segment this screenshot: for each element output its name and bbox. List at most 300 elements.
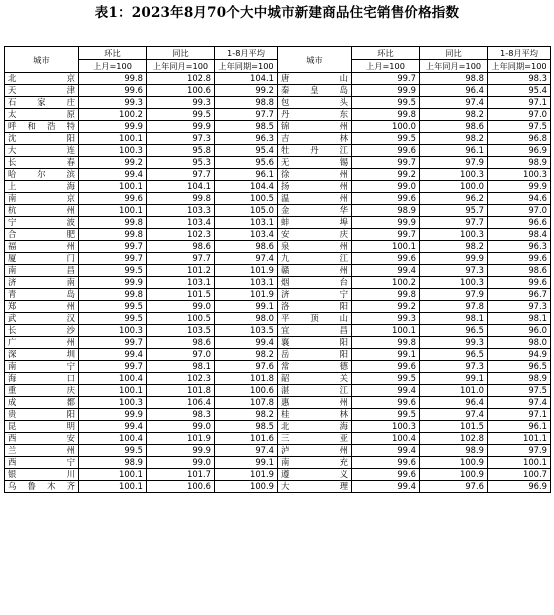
right-yoy-cell: 99.3 bbox=[420, 337, 488, 349]
left-yoy-cell: 100.6 bbox=[147, 481, 215, 493]
header-row-top bbox=[5, 47, 551, 60]
left-avg-cell: 99.4 bbox=[215, 337, 278, 349]
left-city-cell: 沈阳 bbox=[5, 133, 79, 145]
left-yoy-cell: 103.1 bbox=[147, 277, 215, 289]
right-avg-cell: 98.0 bbox=[488, 337, 551, 349]
right-city-cell: 徐州 bbox=[278, 169, 352, 181]
left-mom-cell: 100.1 bbox=[79, 469, 147, 481]
left-avg-cell: 97.6 bbox=[215, 361, 278, 373]
right-mom-cell: 99.4 bbox=[352, 265, 420, 277]
table-row bbox=[5, 157, 551, 169]
left-avg-cell: 98.2 bbox=[215, 349, 278, 361]
right-yoy-cell: 98.2 bbox=[420, 109, 488, 121]
right-avg-cell: 97.0 bbox=[488, 109, 551, 121]
right-avg-cell: 98.4 bbox=[488, 229, 551, 241]
left-mom-cell: 100.3 bbox=[79, 145, 147, 157]
right-avg-cell: 96.1 bbox=[488, 421, 551, 433]
table-row bbox=[5, 421, 551, 433]
right-yoy-cell: 100.9 bbox=[420, 457, 488, 469]
left-yoy-cell: 101.8 bbox=[147, 385, 215, 397]
table-row bbox=[5, 301, 551, 313]
right-mom-cell: 99.8 bbox=[352, 289, 420, 301]
left-mom-cell: 99.6 bbox=[79, 193, 147, 205]
table-row bbox=[5, 325, 551, 337]
right-mom-cell: 99.4 bbox=[352, 481, 420, 493]
right-avg-cell: 94.6 bbox=[488, 193, 551, 205]
left-mom-cell: 98.9 bbox=[79, 457, 147, 469]
right-mom-cell: 99.6 bbox=[352, 193, 420, 205]
left-yoy-cell: 100.5 bbox=[147, 313, 215, 325]
left-avg-cell: 101.9 bbox=[215, 469, 278, 481]
left-city-cell: 兰州 bbox=[5, 445, 79, 457]
left-city-cell: 厦门 bbox=[5, 253, 79, 265]
right-mom-cell: 99.5 bbox=[352, 97, 420, 109]
left-avg-cell: 96.3 bbox=[215, 133, 278, 145]
left-avg-cell: 95.4 bbox=[215, 145, 278, 157]
left-yoy-cell: 101.9 bbox=[147, 433, 215, 445]
left-avg-cell: 101.8 bbox=[215, 373, 278, 385]
left-avg-cell: 98.5 bbox=[215, 121, 278, 133]
right-mom-cell: 99.2 bbox=[352, 169, 420, 181]
table-row bbox=[5, 169, 551, 181]
right-city-cell: 丹东 bbox=[278, 109, 352, 121]
right-avg-cell: 97.5 bbox=[488, 385, 551, 397]
right-avg-cell: 97.4 bbox=[488, 397, 551, 409]
right-avg-cell: 100.3 bbox=[488, 169, 551, 181]
right-yoy-cell: 98.9 bbox=[420, 445, 488, 457]
left-yoy-cell: 101.2 bbox=[147, 265, 215, 277]
left-yoy-cell: 99.0 bbox=[147, 457, 215, 469]
left-city-cell: 西宁 bbox=[5, 457, 79, 469]
left-avg-cell: 101.9 bbox=[215, 289, 278, 301]
right-avg-cell: 97.9 bbox=[488, 445, 551, 457]
left-city-cell: 天津 bbox=[5, 85, 79, 97]
right-avg-cell: 96.7 bbox=[488, 289, 551, 301]
left-mom-cell: 99.7 bbox=[79, 253, 147, 265]
header-avg-base-right: 上年同期=100 bbox=[488, 60, 551, 73]
header-yoy-base-right: 上年同月=100 bbox=[420, 60, 488, 73]
left-city-cell: 武汉 bbox=[5, 313, 79, 325]
right-avg-cell: 97.0 bbox=[488, 205, 551, 217]
right-city-cell: 洛阳 bbox=[278, 301, 352, 313]
table-row bbox=[5, 217, 551, 229]
left-avg-cell: 104.4 bbox=[215, 181, 278, 193]
header-avg-right: 1-8月平均 bbox=[488, 47, 551, 60]
right-yoy-cell: 99.1 bbox=[420, 373, 488, 385]
left-avg-cell: 98.2 bbox=[215, 409, 278, 421]
table-row bbox=[5, 433, 551, 445]
left-mom-cell: 99.5 bbox=[79, 301, 147, 313]
left-city-cell: 贵阳 bbox=[5, 409, 79, 421]
right-mom-cell: 99.1 bbox=[352, 349, 420, 361]
right-avg-cell: 98.1 bbox=[488, 313, 551, 325]
table-row bbox=[5, 349, 551, 361]
left-yoy-cell: 99.0 bbox=[147, 421, 215, 433]
left-yoy-cell: 100.6 bbox=[147, 85, 215, 97]
right-yoy-cell: 102.8 bbox=[420, 433, 488, 445]
table-row bbox=[5, 241, 551, 253]
left-yoy-cell: 97.7 bbox=[147, 253, 215, 265]
right-city-cell: 锦州 bbox=[278, 121, 352, 133]
left-city-cell: 重庆 bbox=[5, 385, 79, 397]
left-yoy-cell: 98.6 bbox=[147, 241, 215, 253]
table-row bbox=[5, 253, 551, 265]
left-avg-cell: 98.8 bbox=[215, 97, 278, 109]
price-index-table bbox=[4, 46, 551, 493]
right-city-cell: 三亚 bbox=[278, 433, 352, 445]
right-yoy-cell: 97.4 bbox=[420, 97, 488, 109]
left-city-cell: 杭州 bbox=[5, 205, 79, 217]
right-mom-cell: 99.4 bbox=[352, 385, 420, 397]
table-row bbox=[5, 109, 551, 121]
right-avg-cell: 95.4 bbox=[488, 85, 551, 97]
header-city-left: 城市 bbox=[5, 47, 79, 73]
right-city-cell: 襄阳 bbox=[278, 337, 352, 349]
left-mom-cell: 99.5 bbox=[79, 313, 147, 325]
left-city-cell: 银川 bbox=[5, 469, 79, 481]
table-row bbox=[5, 373, 551, 385]
right-city-cell: 北海 bbox=[278, 421, 352, 433]
left-avg-cell: 97.7 bbox=[215, 109, 278, 121]
right-yoy-cell: 100.3 bbox=[420, 229, 488, 241]
right-avg-cell: 100.1 bbox=[488, 457, 551, 469]
table-row bbox=[5, 121, 551, 133]
right-mom-cell: 99.6 bbox=[352, 253, 420, 265]
left-yoy-cell: 102.3 bbox=[147, 373, 215, 385]
left-mom-cell: 99.2 bbox=[79, 157, 147, 169]
right-yoy-cell: 97.3 bbox=[420, 265, 488, 277]
right-mom-cell: 99.6 bbox=[352, 361, 420, 373]
left-yoy-cell: 104.1 bbox=[147, 181, 215, 193]
right-avg-cell: 99.9 bbox=[488, 181, 551, 193]
left-yoy-cell: 102.3 bbox=[147, 229, 215, 241]
right-mom-cell: 99.6 bbox=[352, 145, 420, 157]
left-mom-cell: 99.8 bbox=[79, 229, 147, 241]
right-yoy-cell: 100.3 bbox=[420, 277, 488, 289]
right-avg-cell: 98.3 bbox=[488, 73, 551, 85]
header-yoy-left: 同比 bbox=[147, 47, 215, 60]
right-mom-cell: 99.6 bbox=[352, 469, 420, 481]
header-yoy-base-left: 上年同月=100 bbox=[147, 60, 215, 73]
left-yoy-cell: 98.3 bbox=[147, 409, 215, 421]
right-yoy-cell: 97.8 bbox=[420, 301, 488, 313]
right-mom-cell: 99.6 bbox=[352, 397, 420, 409]
right-yoy-cell: 96.5 bbox=[420, 349, 488, 361]
left-city-cell: 济南 bbox=[5, 277, 79, 289]
table-row bbox=[5, 181, 551, 193]
right-city-cell: 南充 bbox=[278, 457, 352, 469]
right-city-cell: 包头 bbox=[278, 97, 352, 109]
table-row bbox=[5, 469, 551, 481]
right-mom-cell: 99.5 bbox=[352, 373, 420, 385]
left-avg-cell: 97.4 bbox=[215, 445, 278, 457]
left-yoy-cell: 95.3 bbox=[147, 157, 215, 169]
right-avg-cell: 98.9 bbox=[488, 373, 551, 385]
table-row bbox=[5, 133, 551, 145]
table-row bbox=[5, 457, 551, 469]
right-yoy-cell: 97.9 bbox=[420, 289, 488, 301]
header-mom-base-left: 上月=100 bbox=[79, 60, 147, 73]
left-avg-cell: 98.5 bbox=[215, 421, 278, 433]
right-city-cell: 泉州 bbox=[278, 241, 352, 253]
left-city-cell: 长春 bbox=[5, 157, 79, 169]
left-yoy-cell: 102.8 bbox=[147, 73, 215, 85]
left-city-cell: 合肥 bbox=[5, 229, 79, 241]
left-avg-cell: 100.9 bbox=[215, 481, 278, 493]
right-avg-cell: 100.7 bbox=[488, 469, 551, 481]
left-avg-cell: 98.6 bbox=[215, 241, 278, 253]
right-mom-cell: 99.7 bbox=[352, 157, 420, 169]
left-city-cell: 南宁 bbox=[5, 361, 79, 373]
right-mom-cell: 99.7 bbox=[352, 229, 420, 241]
right-yoy-cell: 95.7 bbox=[420, 205, 488, 217]
right-avg-cell: 96.3 bbox=[488, 241, 551, 253]
right-city-cell: 济宁 bbox=[278, 289, 352, 301]
left-city-cell: 福州 bbox=[5, 241, 79, 253]
right-yoy-cell: 98.2 bbox=[420, 241, 488, 253]
right-yoy-cell: 98.8 bbox=[420, 73, 488, 85]
left-city-cell: 广州 bbox=[5, 337, 79, 349]
right-avg-cell: 99.6 bbox=[488, 253, 551, 265]
header-mom-right: 环比 bbox=[352, 47, 420, 60]
left-city-cell: 大连 bbox=[5, 145, 79, 157]
right-mom-cell: 99.4 bbox=[352, 445, 420, 457]
left-city-cell: 海口 bbox=[5, 373, 79, 385]
right-city-cell: 韶关 bbox=[278, 373, 352, 385]
right-city-cell: 烟台 bbox=[278, 277, 352, 289]
table-row bbox=[5, 85, 551, 97]
right-city-cell: 扬州 bbox=[278, 181, 352, 193]
table-row bbox=[5, 193, 551, 205]
right-yoy-cell: 100.3 bbox=[420, 169, 488, 181]
left-avg-cell: 101.6 bbox=[215, 433, 278, 445]
left-avg-cell: 105.0 bbox=[215, 205, 278, 217]
right-yoy-cell: 97.4 bbox=[420, 409, 488, 421]
right-yoy-cell: 98.1 bbox=[420, 313, 488, 325]
table-row bbox=[5, 73, 551, 85]
left-avg-cell: 96.1 bbox=[215, 169, 278, 181]
right-city-cell: 宜昌 bbox=[278, 325, 352, 337]
right-city-cell: 平顶山 bbox=[278, 313, 352, 325]
left-mom-cell: 99.5 bbox=[79, 445, 147, 457]
left-yoy-cell: 97.7 bbox=[147, 169, 215, 181]
left-yoy-cell: 103.5 bbox=[147, 325, 215, 337]
left-yoy-cell: 99.5 bbox=[147, 109, 215, 121]
left-avg-cell: 99.2 bbox=[215, 85, 278, 97]
right-mom-cell: 99.7 bbox=[352, 73, 420, 85]
right-city-cell: 九江 bbox=[278, 253, 352, 265]
right-yoy-cell: 96.2 bbox=[420, 193, 488, 205]
left-avg-cell: 103.5 bbox=[215, 325, 278, 337]
right-city-cell: 岳阳 bbox=[278, 349, 352, 361]
left-mom-cell: 100.1 bbox=[79, 205, 147, 217]
left-city-cell: 长沙 bbox=[5, 325, 79, 337]
left-yoy-cell: 99.9 bbox=[147, 121, 215, 133]
left-mom-cell: 100.1 bbox=[79, 481, 147, 493]
right-avg-cell: 96.5 bbox=[488, 361, 551, 373]
left-mom-cell: 99.5 bbox=[79, 265, 147, 277]
right-city-cell: 吉林 bbox=[278, 133, 352, 145]
table-row bbox=[5, 397, 551, 409]
right-mom-cell: 100.0 bbox=[352, 121, 420, 133]
right-city-cell: 无锡 bbox=[278, 157, 352, 169]
right-yoy-cell: 98.2 bbox=[420, 133, 488, 145]
table-row bbox=[5, 229, 551, 241]
left-mom-cell: 100.1 bbox=[79, 181, 147, 193]
left-avg-cell: 99.1 bbox=[215, 457, 278, 469]
left-city-cell: 北京 bbox=[5, 73, 79, 85]
left-avg-cell: 104.1 bbox=[215, 73, 278, 85]
right-city-cell: 秦皇岛 bbox=[278, 85, 352, 97]
left-avg-cell: 99.1 bbox=[215, 301, 278, 313]
right-mom-cell: 99.0 bbox=[352, 181, 420, 193]
left-mom-cell: 99.9 bbox=[79, 409, 147, 421]
table-row bbox=[5, 205, 551, 217]
left-city-cell: 昆明 bbox=[5, 421, 79, 433]
left-mom-cell: 99.4 bbox=[79, 169, 147, 181]
left-mom-cell: 99.4 bbox=[79, 421, 147, 433]
right-city-cell: 蚌埠 bbox=[278, 217, 352, 229]
header-city-right: 城市 bbox=[278, 47, 352, 73]
right-yoy-cell: 97.9 bbox=[420, 157, 488, 169]
left-mom-cell: 100.1 bbox=[79, 133, 147, 145]
table-title: 表1：2023年8月70个大中城市新建商品住宅销售价格指数 bbox=[94, 5, 460, 21]
right-avg-cell: 96.9 bbox=[488, 481, 551, 493]
table-row bbox=[5, 265, 551, 277]
right-mom-cell: 99.2 bbox=[352, 301, 420, 313]
left-yoy-cell: 98.6 bbox=[147, 337, 215, 349]
left-city-cell: 乌鲁木齐 bbox=[5, 481, 79, 493]
right-yoy-cell: 98.6 bbox=[420, 121, 488, 133]
right-mom-cell: 99.8 bbox=[352, 337, 420, 349]
right-avg-cell: 94.9 bbox=[488, 349, 551, 361]
right-city-cell: 唐山 bbox=[278, 73, 352, 85]
right-city-cell: 湛江 bbox=[278, 385, 352, 397]
left-city-cell: 宁波 bbox=[5, 217, 79, 229]
right-mom-cell: 98.9 bbox=[352, 205, 420, 217]
left-avg-cell: 100.5 bbox=[215, 193, 278, 205]
right-yoy-cell: 99.9 bbox=[420, 253, 488, 265]
right-avg-cell: 98.9 bbox=[488, 157, 551, 169]
right-mom-cell: 100.2 bbox=[352, 277, 420, 289]
right-yoy-cell: 101.0 bbox=[420, 385, 488, 397]
left-mom-cell: 100.2 bbox=[79, 109, 147, 121]
left-mom-cell: 100.3 bbox=[79, 397, 147, 409]
right-yoy-cell: 100.0 bbox=[420, 181, 488, 193]
left-mom-cell: 99.9 bbox=[79, 121, 147, 133]
right-avg-cell: 98.6 bbox=[488, 265, 551, 277]
right-mom-cell: 99.5 bbox=[352, 409, 420, 421]
right-yoy-cell: 97.3 bbox=[420, 361, 488, 373]
left-mom-cell: 99.7 bbox=[79, 337, 147, 349]
right-yoy-cell: 97.7 bbox=[420, 217, 488, 229]
left-yoy-cell: 98.1 bbox=[147, 361, 215, 373]
table-row bbox=[5, 277, 551, 289]
left-yoy-cell: 97.3 bbox=[147, 133, 215, 145]
left-city-cell: 太原 bbox=[5, 109, 79, 121]
right-mom-cell: 99.9 bbox=[352, 85, 420, 97]
header-yoy-right: 同比 bbox=[420, 47, 488, 60]
right-avg-cell: 96.6 bbox=[488, 217, 551, 229]
left-mom-cell: 99.4 bbox=[79, 349, 147, 361]
table-row bbox=[5, 445, 551, 457]
table-row bbox=[5, 313, 551, 325]
right-city-cell: 常德 bbox=[278, 361, 352, 373]
left-city-cell: 青岛 bbox=[5, 289, 79, 301]
header-avg-left: 1-8月平均 bbox=[215, 47, 278, 60]
table-row bbox=[5, 145, 551, 157]
left-mom-cell: 100.3 bbox=[79, 325, 147, 337]
left-mom-cell: 99.7 bbox=[79, 361, 147, 373]
left-avg-cell: 100.6 bbox=[215, 385, 278, 397]
left-mom-cell: 100.1 bbox=[79, 385, 147, 397]
left-avg-cell: 95.6 bbox=[215, 157, 278, 169]
left-avg-cell: 97.4 bbox=[215, 253, 278, 265]
table-body bbox=[5, 73, 551, 493]
table-row bbox=[5, 481, 551, 493]
right-city-cell: 桂林 bbox=[278, 409, 352, 421]
left-city-cell: 成都 bbox=[5, 397, 79, 409]
right-yoy-cell: 96.1 bbox=[420, 145, 488, 157]
left-mom-cell: 99.8 bbox=[79, 73, 147, 85]
left-avg-cell: 103.4 bbox=[215, 229, 278, 241]
table-row bbox=[5, 289, 551, 301]
left-city-cell: 哈尔滨 bbox=[5, 169, 79, 181]
left-city-cell: 呼和浩特 bbox=[5, 121, 79, 133]
left-yoy-cell: 99.8 bbox=[147, 193, 215, 205]
left-yoy-cell: 99.0 bbox=[147, 301, 215, 313]
right-yoy-cell: 96.4 bbox=[420, 397, 488, 409]
right-yoy-cell: 100.9 bbox=[420, 469, 488, 481]
left-yoy-cell: 106.4 bbox=[147, 397, 215, 409]
left-avg-cell: 103.1 bbox=[215, 277, 278, 289]
right-city-cell: 金华 bbox=[278, 205, 352, 217]
table-row bbox=[5, 409, 551, 421]
right-city-cell: 泸州 bbox=[278, 445, 352, 457]
left-mom-cell: 100.4 bbox=[79, 373, 147, 385]
right-yoy-cell: 97.6 bbox=[420, 481, 488, 493]
right-mom-cell: 100.3 bbox=[352, 421, 420, 433]
table-row bbox=[5, 385, 551, 397]
right-city-cell: 大理 bbox=[278, 481, 352, 493]
right-city-cell: 温州 bbox=[278, 193, 352, 205]
right-avg-cell: 101.1 bbox=[488, 433, 551, 445]
left-city-cell: 上海 bbox=[5, 181, 79, 193]
left-avg-cell: 103.1 bbox=[215, 217, 278, 229]
left-avg-cell: 101.9 bbox=[215, 265, 278, 277]
left-city-cell: 深圳 bbox=[5, 349, 79, 361]
left-yoy-cell: 99.9 bbox=[147, 445, 215, 457]
left-mom-cell: 99.9 bbox=[79, 277, 147, 289]
right-mom-cell: 100.1 bbox=[352, 325, 420, 337]
right-avg-cell: 97.5 bbox=[488, 121, 551, 133]
left-mom-cell: 99.3 bbox=[79, 97, 147, 109]
left-mom-cell: 99.6 bbox=[79, 85, 147, 97]
left-yoy-cell: 103.4 bbox=[147, 217, 215, 229]
header-mom-left: 环比 bbox=[79, 47, 147, 60]
right-mom-cell: 99.3 bbox=[352, 313, 420, 325]
header-mom-base-right: 上月=100 bbox=[352, 60, 420, 73]
left-avg-cell: 98.0 bbox=[215, 313, 278, 325]
right-avg-cell: 97.1 bbox=[488, 409, 551, 421]
right-city-cell: 惠州 bbox=[278, 397, 352, 409]
left-avg-cell: 107.8 bbox=[215, 397, 278, 409]
right-mom-cell: 99.6 bbox=[352, 457, 420, 469]
left-mom-cell: 99.8 bbox=[79, 289, 147, 301]
table-row bbox=[5, 361, 551, 373]
left-yoy-cell: 101.5 bbox=[147, 289, 215, 301]
right-avg-cell: 96.8 bbox=[488, 133, 551, 145]
